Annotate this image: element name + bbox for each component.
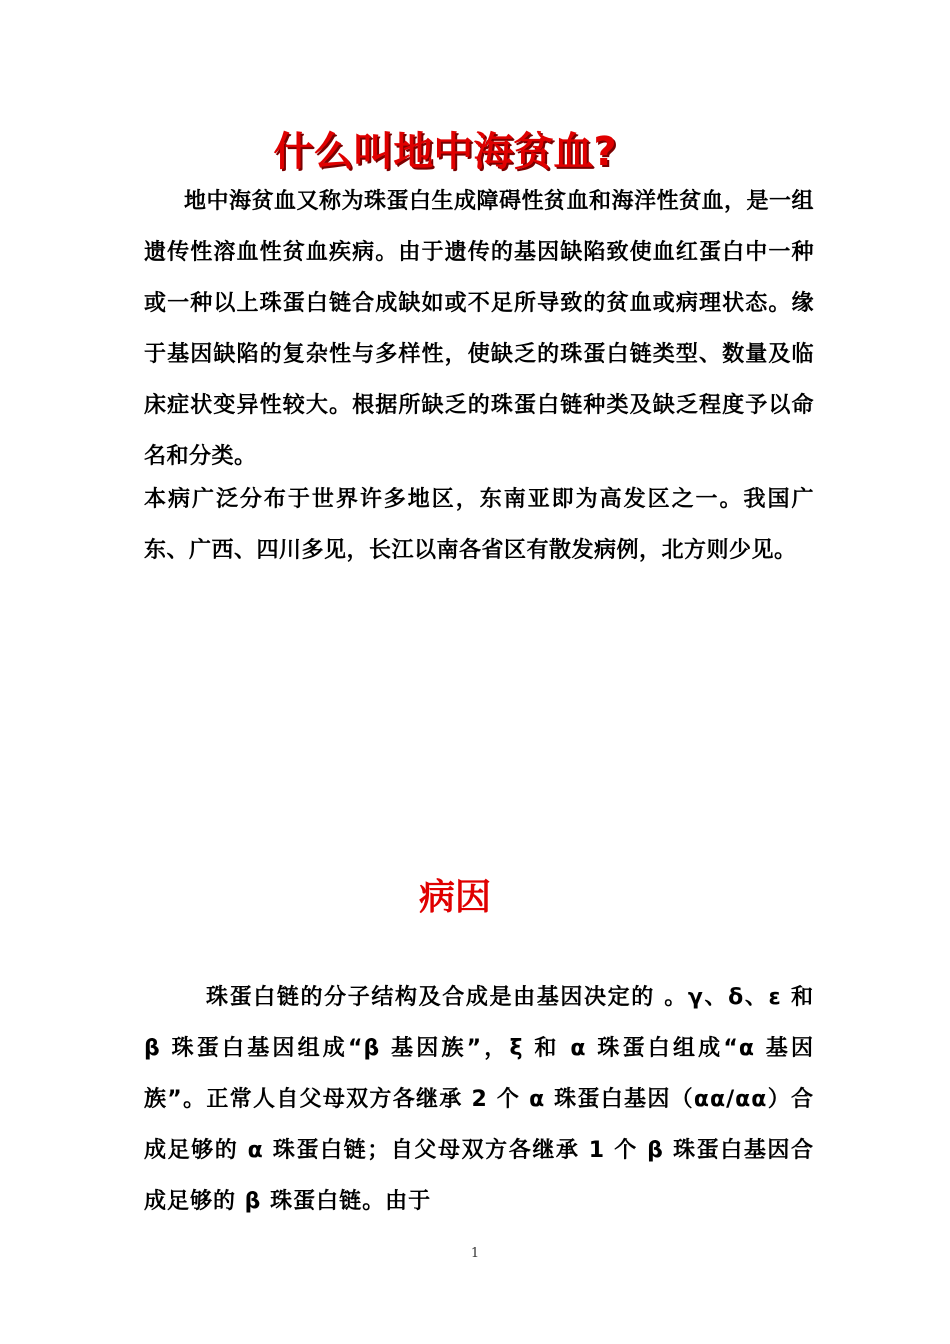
section-heading-cause: 病因: [418, 877, 491, 918]
cause-paragraph: 珠蛋白链的分子结构及合成是由基因决定的 。γ、δ、ε 和 β 珠蛋白基因组成“β 基因族”，ξ 和 α 珠蛋白组成“α 基因族”。正常人自父母双方各继承 2 个 α 珠蛋白基因（αα/αα）合成足够的 α 珠蛋白链；自父母双方各继承 1 个 β 珠蛋白基因合成足够的 β 珠蛋白链。由于: [144, 985, 814, 1214]
intro-paragraph: 地中海贫血又称为珠蛋白生成障碍性贫血和海洋性贫血，是一组遗传性溶血性贫血疾病。由于遗传的基因缺陷致使血红蛋白中一种或一种以上珠蛋白链合成缺如或不足所导致的贫血或病理状态。缘于基因缺陷的复杂性与多样性，使缺乏的珠蛋白链类型、数量及临床症状变异性较大。根据所缺乏的珠蛋白链种类及缺乏程度予以命名和分类。: [144, 189, 815, 469]
page-number: 1: [470, 1246, 480, 1261]
distribution-paragraph: 本病广泛分布于世界许多地区，东南亚即为高发区之一。我国广东、广西、四川多见，长江以南各省区有散发病例，北方则少见。: [144, 487, 814, 563]
page-title: 什么叫地中海贫血?: [273, 129, 617, 175]
